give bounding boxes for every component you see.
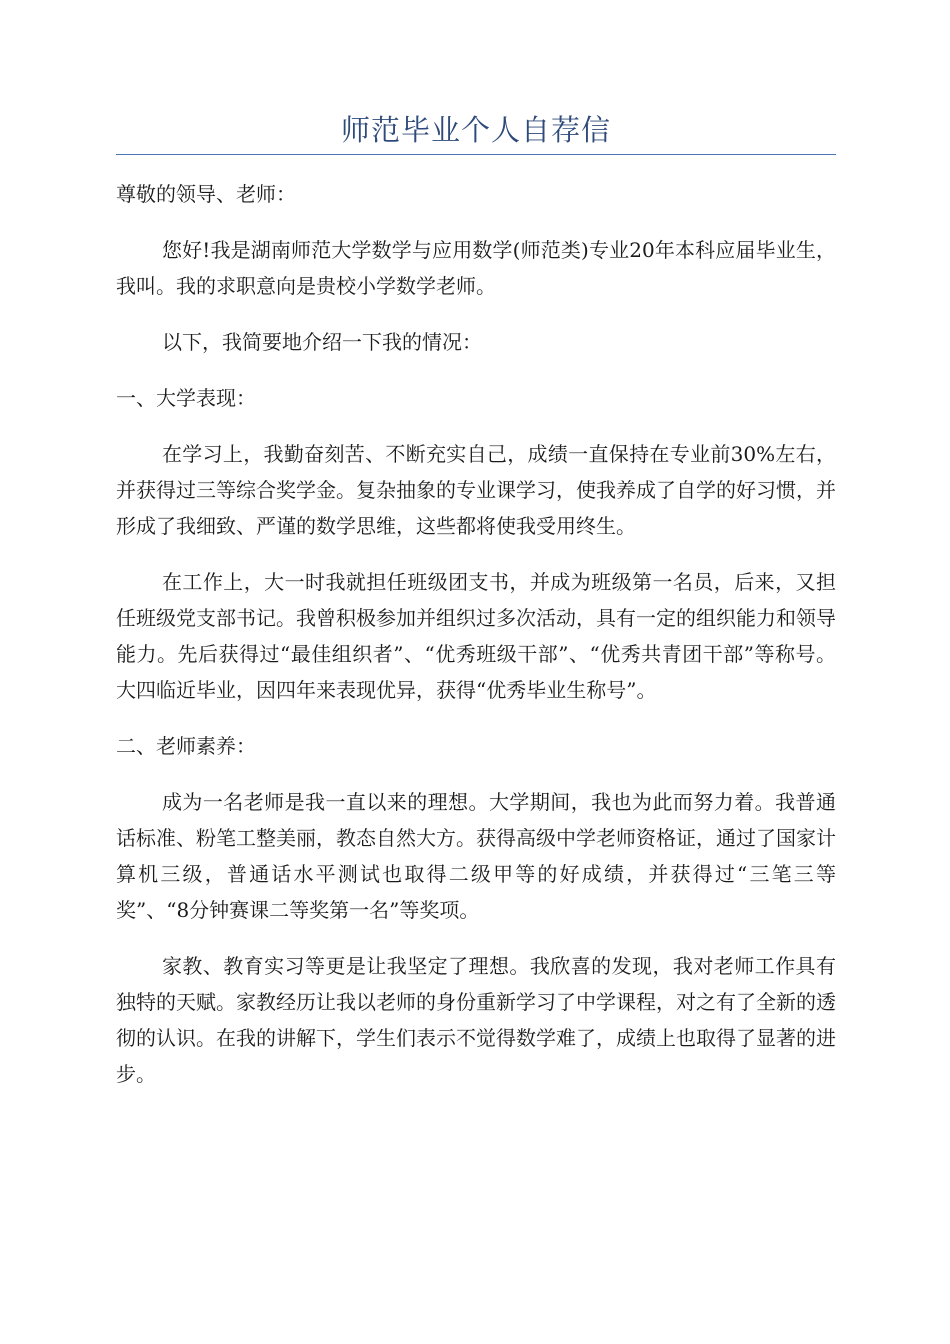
document-title: 师范毕业个人自荐信 [340,113,611,147]
section-heading-teacher: 二、老师素养： [116,734,256,758]
title-underline [116,154,836,155]
intro-paragraph: 您好!我是湖南师范大学数学与应用数学(师范类)专业20年本科应届毕业生，我叫。我的求职意向是贵校小学数学老师。 [116,238,836,298]
teacher-ideal-paragraph: 成为一名老师是我一直以来的理想。大学期间，我也为此而努力着。我普通话标准、粉笔工整美丽，教态自然大方。获得高级中学老师资格证，通过了国家计算机三级，普通话水平测试也取得二级甲等的好成绩，并获得过“三笔三等奖”、“8分钟赛课二等奖第一名”等奖项。 [116,790,836,922]
document-body [116,176,836,1112]
study-paragraph: 在学习上，我勤奋刻苦、不断充实自己，成绩一直保持在专业前30%左右，并获得过三等综合奖学金。复杂抽象的专业课学习，使我养成了自学的好习惯，并形成了我细致、严谨的数学思维，这些都将使我受用终生。 [116,442,836,538]
work-paragraph: 在工作上，大一时我就担任班级团支书，并成为班级第一名员，后来，又担任班级党支部书记。我曾积极参加并组织过多次活动，具有一定的组织能力和领导能力。先后获得过“最佳组织者”、“优秀班级干部”、“优秀共青团干部”等称号。大四临近毕业，因四年来表现优异，获得“优秀毕业生称号”。 [116,570,836,702]
overview-paragraph: 以下，我简要地介绍一下我的情况： [162,330,482,354]
section-heading-university: 一、大学表现： [116,386,256,410]
tutoring-paragraph: 家教、教育实习等更是让我坚定了理想。我欣喜的发现，我对老师工作具有独特的天赋。家教经历让我以老师的身份重新学习了中学课程，对之有了全新的透彻的认识。在我的讲解下，学生们表示不觉得数学难了，成绩上也取得了显著的进步。 [116,954,836,1086]
salutation: 尊敬的领导、老师： [116,182,296,206]
